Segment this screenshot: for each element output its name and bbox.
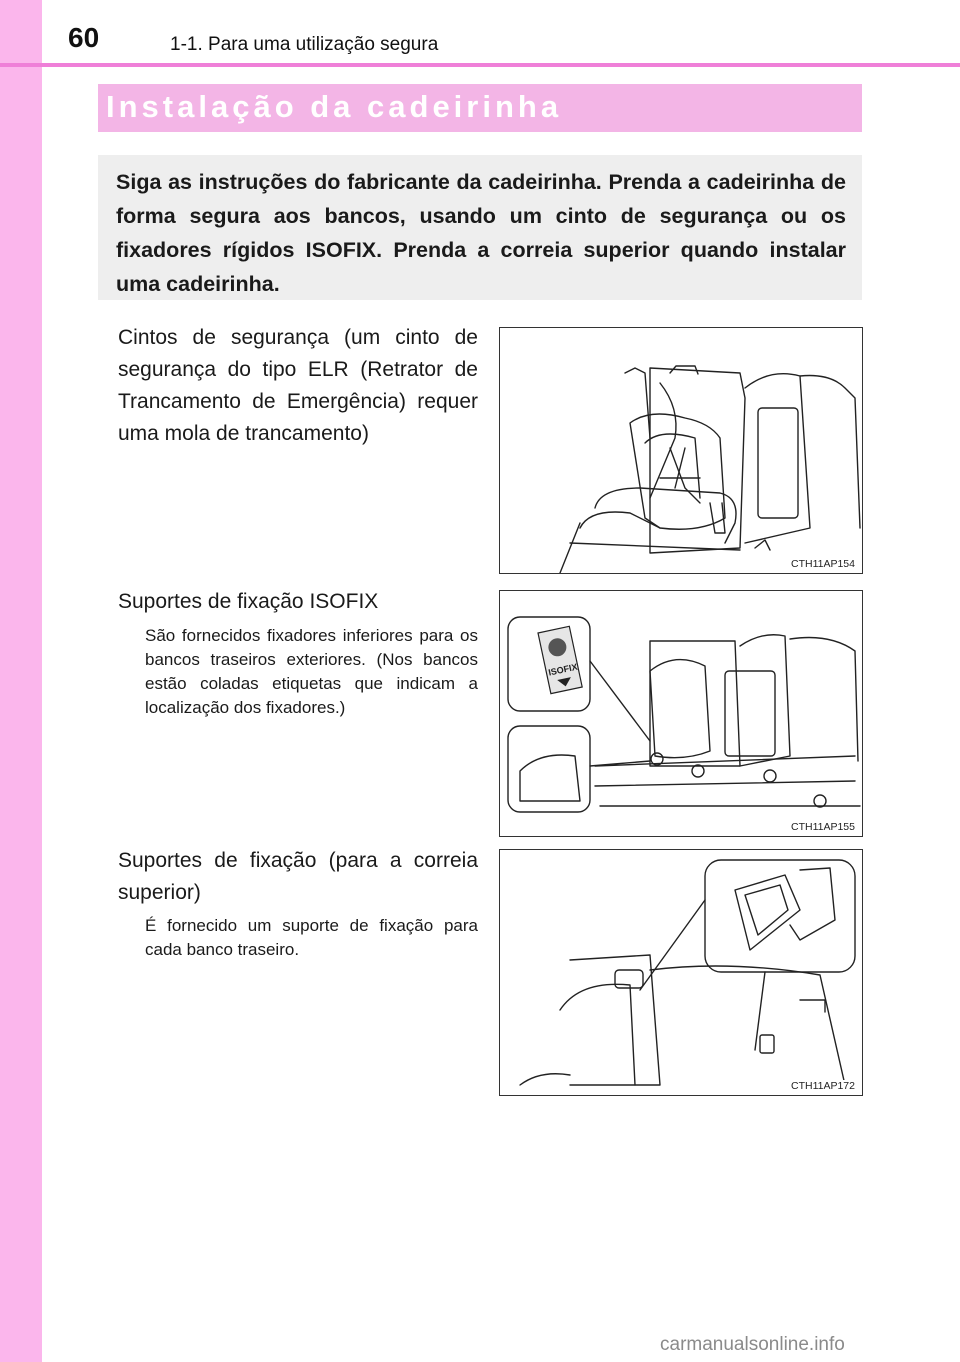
item-title-top-tether: Suportes de fixação (para a correia superior) [118, 849, 478, 904]
figure-code: CTH11AP172 [790, 1080, 855, 1092]
figure-top-tether [499, 849, 863, 1096]
figure-code: CTH11AP154 [790, 558, 855, 570]
item-desc-isofix: São fornecidos fixadores inferiores para os bancos traseiros exteriores. (Nos bancos estão coladas etiquetas que indicam a localização dos fixadores.) [145, 626, 478, 717]
isofix-anchors-illustration [500, 591, 862, 836]
isofix-label-text: ISOFIX [547, 661, 579, 678]
item-title-seat-belts: Cintos de segurança (um cinto de segurança do tipo ELR (Retrator de Trancamento de Emergência) requer uma mola de trancamento) [118, 326, 478, 445]
title-bar [98, 84, 862, 132]
intro-box [98, 155, 862, 300]
page-title: Instalação da cadeirinha [106, 89, 563, 124]
child-seat-belt-illustration [500, 328, 862, 573]
section-header: 1-1. Para uma utilização segura [170, 34, 439, 55]
figure-isofix-anchors [499, 590, 863, 837]
side-color-band [0, 0, 42, 1362]
figure-seat-belt-install [499, 327, 863, 574]
watermark: carmanualsonline.info [660, 1334, 845, 1355]
header-rule [0, 63, 960, 67]
intro-text: Siga as instruções do fabricante da cadeirinha. Prenda a cadeirinha de forma segura aos bancos, usando um cinto de segurança ou os fixadores rígidos ISOFIX. Prenda a correia superior quando instalar uma cadeirinha. [116, 170, 846, 296]
item-title-isofix: Suportes de fixação ISOFIX [118, 590, 379, 613]
figure-code: CTH11AP155 [790, 821, 855, 833]
page-number: 60 [68, 22, 100, 53]
item-desc-top-tether: É fornecido um suporte de fixação para cada banco traseiro. [145, 916, 478, 959]
top-tether-illustration [500, 850, 862, 1095]
